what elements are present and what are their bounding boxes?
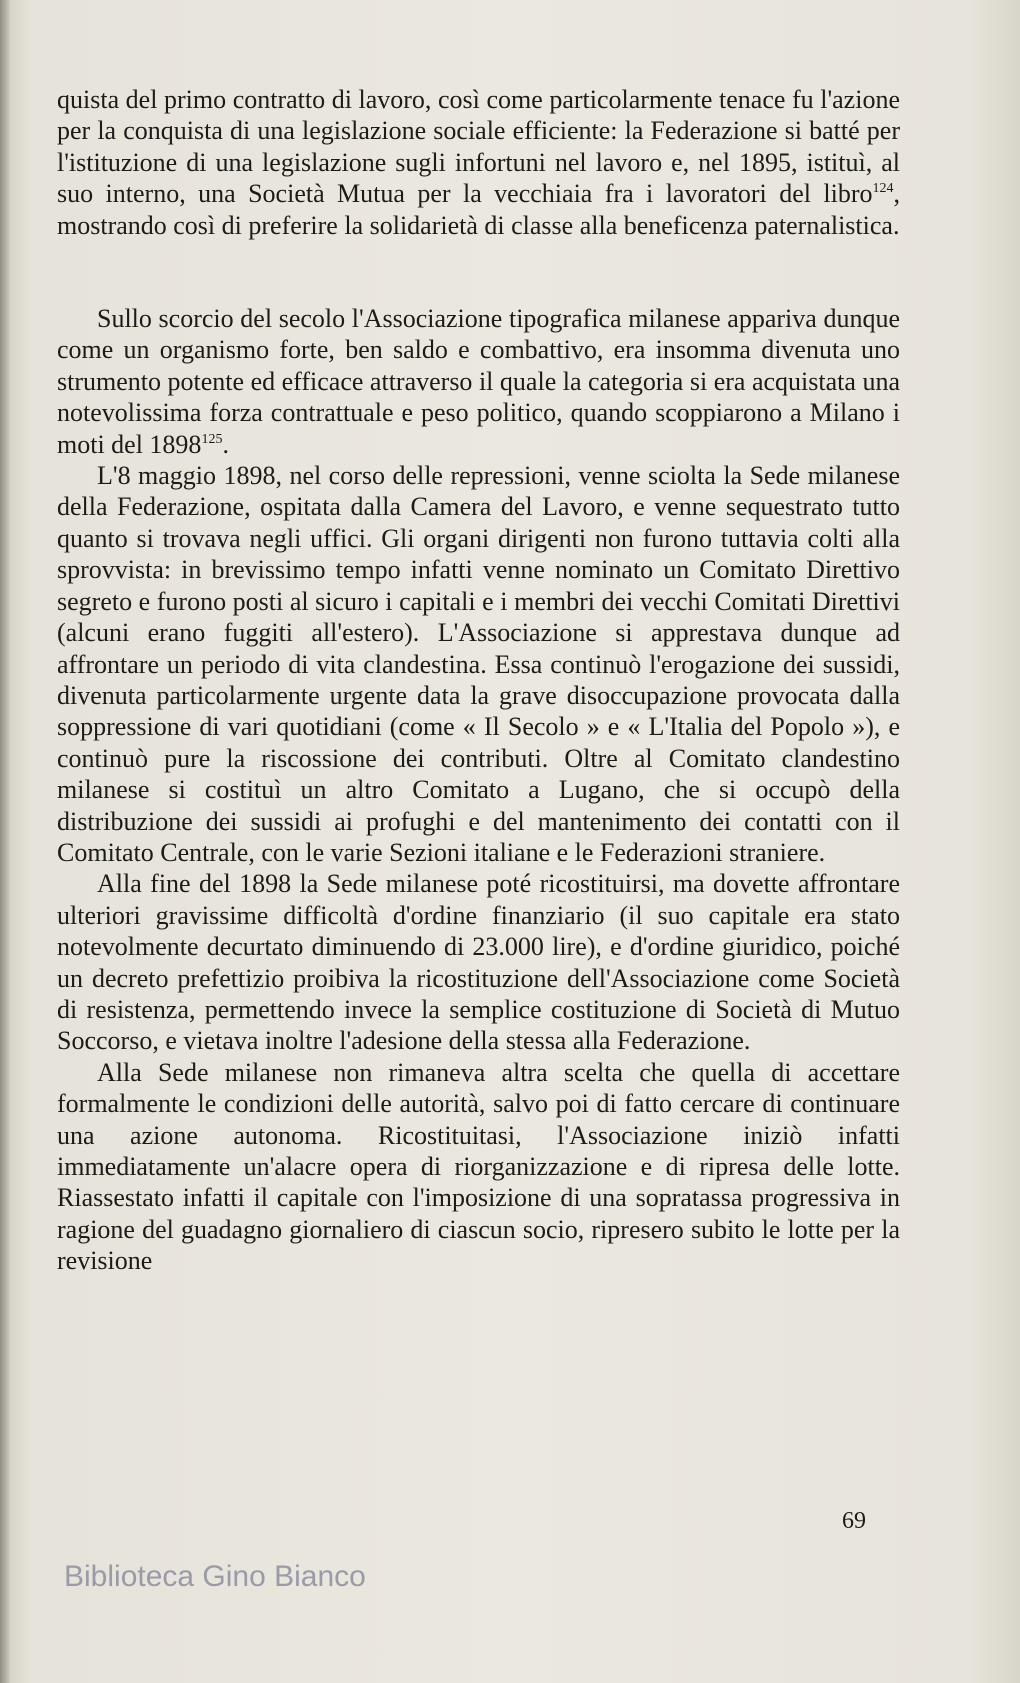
paragraph-4: Alla fine del 1898 la Sede milanese poté ricostituirsi, ma dovette affrontare ulteriori gravissime difficoltà d'ordine finanziario (il suo capitale era stato notevolmente decurtato diminuendo di 23.000 lire), e d'ordine giuridico, poiché un decreto prefettizio proibiva la ricostituzione dell'Associazione come Società di resistenza, permettendo invece la semplice costituzione di Società di Mutuo Soccorso, e vietava inoltre l'adesione della stessa alla Federazione.: [57, 869, 900, 1056]
page-spine-shadow: [0, 0, 10, 1683]
paragraph-2: Sullo scorcio del secolo l'Associazione tipografica milanese appariva dunque come un organismo forte, ben saldo e combattivo, era insomma divenuta uno strumento potente ed efficace attraverso il quale la categoria si era acquistata una notevolissima forza contrattuale e peso politico, quando scoppiarono a Milano i moti del 1898$^{125}$.: [57, 304, 900, 459]
body-text: [57, 84, 900, 1277]
library-watermark: Biblioteca Gino Bianco: [64, 1560, 366, 1593]
paragraph-5: Alla Sede milanese non rimaneva altra scelta che quella di accettare formalmente le condizioni delle autorità, salvo poi di fatto cercare di continuare una azione autonoma. Ricostituitasi, l'Associazione iniziò infatti immediatamente un'alacre opera di riorganizzazione e di ripresa delle lotte. Riassestato infatti il capitale con l'imposizione di una sopratassa progressiva in ragione del guadagno giornaliero di ciascun socio, ripresero subito le lotte per la revisione: [57, 1057, 900, 1276]
paragraph-3: L'8 maggio 1898, nel corso delle repressioni, venne sciolta la Sede milanese della Federazione, ospitata dalla Camera del Lavoro, e venne sequestrato tutto quanto si trovava negli uffici. Gli organi dirigenti non furono tuttavia colti alla sprovvista: in brevissimo tempo infatti venne nominato un Comitato Direttivo segreto e furono posti al sicuro i capitali e i membri dei vecchi Comitati Direttivi (alcuni erano fuggiti all'estero). L'Associazione si apprestava dunque ad affrontare un periodo di vita clandestina. Essa continuò l'erogazione dei sussidi, divenuta particolarmente urgente data la grave disoccupazione provocata dalla soppressione di vari quotidiani (come « Il Secolo » e « L'Italia del Popolo »), e continuò pure la riscossione dei contributi. Oltre al Comitato clandestino milanese si costituì un altro Comitato a Lugano, che si occupò della distribuzione dei sussidi ai profughi e del mantenimento dei contatti con il Comitato Centrale, con le varie Sezioni italiane e le Federazioni straniere.: [57, 461, 900, 867]
paragraph-1: quista del primo contratto di lavoro, così come particolarmente tenace fu l'azione per la conquista di una legislazione sociale efficiente: la Federazione si batté per l'istituzione di una legislazione sugli infortuni nel lavoro e, nel 1895, istituì, al suo interno, una Società Mutua per la vecchiaia fra i lavoratori del libro$^{124}$, mostrando così di preferire la solidarietà di classe alla beneficenza paternalistica.: [57, 85, 900, 240]
page-number: 69: [842, 1508, 866, 1534]
footnote-ref-125: 125: [201, 431, 223, 447]
footnote-ref-124: 124: [872, 181, 894, 197]
